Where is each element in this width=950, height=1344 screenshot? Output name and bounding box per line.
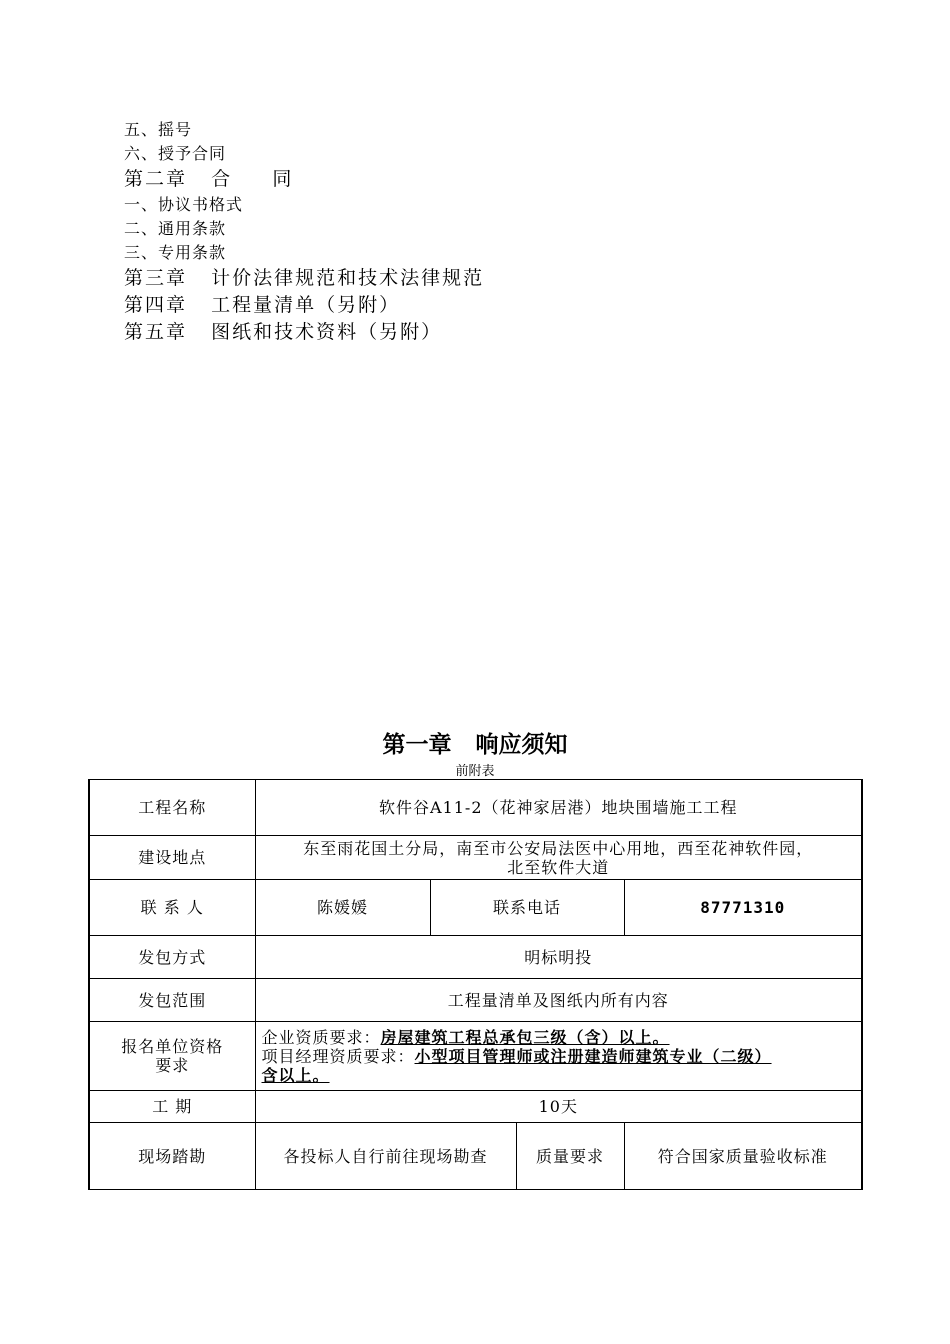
toc-item: 六、授予合同	[124, 144, 227, 163]
duration-label: 工 期	[89, 1091, 255, 1123]
toc-chapter: 第四章 工程量清单（另附）	[124, 294, 401, 316]
chapter-title: 第一章 响应须知	[382, 732, 568, 758]
scope-value: 工程量清单及图纸内所有内容	[255, 979, 862, 1022]
qualification-label-line: 报名单位资格	[121, 1037, 224, 1056]
qual-company-value: 房屋建筑工程总承包三级（含）以上。	[380, 1027, 670, 1047]
location-label: 建设地点	[89, 836, 255, 880]
scope-label: 发包范围	[89, 979, 255, 1022]
phone-value: 87771310	[624, 880, 862, 936]
location-line: 东至雨花国土分局，南至市公安局法医中心用地，西至花神软件园，	[303, 838, 814, 858]
location-line: 北至软件大道	[507, 857, 610, 877]
toc-item: 五、摇号	[124, 120, 193, 139]
contact-value: 陈媛媛	[255, 880, 430, 936]
toc-item: 二、通用条款	[124, 219, 227, 238]
qualification-label	[89, 1022, 255, 1091]
table-row	[89, 780, 862, 836]
qual-manager-prefix: 项目经理资质要求：	[261, 1046, 415, 1066]
qualification-value	[255, 1022, 862, 1091]
quality-label: 质量要求	[516, 1123, 624, 1190]
toc-chapter: 第二章 合 同	[124, 168, 294, 190]
table-subtitle: 前附表	[455, 764, 495, 779]
qual-manager-value: 小型项目管理师或注册建造师建筑专业（二级）	[414, 1046, 772, 1066]
qual-manager-value-cont: 含以上。	[261, 1065, 330, 1085]
qualification-label-line: 要求	[155, 1056, 190, 1075]
table-of-contents	[124, 122, 484, 350]
site-visit-value: 各投标人自行前往现场勘查	[255, 1123, 516, 1190]
contract-method-value: 明标明投	[255, 936, 862, 979]
toc-chapter: 第三章 计价法律规范和技术法律规范	[124, 267, 485, 289]
contract-method-label: 发包方式	[89, 936, 255, 979]
toc-chapter: 第五章 图纸和技术资料（另附）	[124, 321, 443, 343]
quality-value: 符合国家质量验收标准	[624, 1123, 862, 1190]
duration-value: 10天	[255, 1091, 862, 1123]
qual-company-prefix: 企业资质要求：	[261, 1027, 381, 1047]
project-info-table	[88, 779, 863, 1190]
toc-item: 三、专用条款	[124, 243, 227, 262]
table-row	[89, 836, 862, 880]
toc-item: 一、协议书格式	[124, 195, 244, 214]
project-name-value: 软件谷A11-2（花神家居港）地块围墙施工工程	[255, 780, 862, 836]
phone-label: 联系电话	[430, 880, 624, 936]
table-row	[89, 880, 862, 936]
table-row	[89, 979, 862, 1022]
project-name-label: 工程名称	[89, 780, 255, 836]
contact-label: 联 系 人	[89, 880, 255, 936]
site-visit-label: 现场踏勘	[89, 1123, 255, 1190]
table-row	[89, 936, 862, 979]
location-value	[255, 836, 862, 880]
table-row	[89, 1091, 862, 1123]
table-row	[89, 1022, 862, 1091]
table-row	[89, 1123, 862, 1190]
